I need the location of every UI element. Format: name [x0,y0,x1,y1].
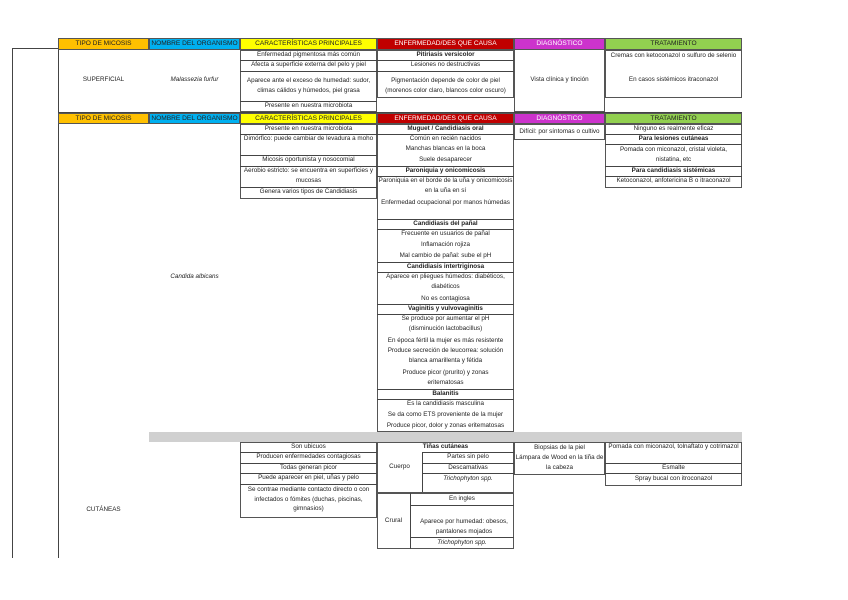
balanitis-3: Produce picor, dolor y zonas eritematosas [386,422,505,429]
crural-label: Crural [384,517,403,524]
caract-sup-2: Afecta a superficie externa del pelo y piel [251,61,366,68]
left-border [12,48,13,558]
header-tipo: TIPO DE MICOSIS [58,38,149,50]
caract-sup-1: Enfermedad pigmentosa más común [257,51,360,58]
header-enfermedad-2: ENFERMEDAD/DES QUE CAUSA [377,113,514,124]
trat-cut-1: Pomada con miconazol, tolnaftato y cotrimazol [608,443,739,450]
diag-sup: Vista clínica y tinción [530,76,589,83]
separator-band [149,432,742,442]
panal-3: Mal cambio de pañal: sube el pH [399,252,492,259]
enf-sup-titulo: Pitiriasis versicolor [416,51,475,58]
crural-3: Trichophyton spp. [437,539,487,546]
tipo-cutaneas: CUTÁNEAS [86,506,121,513]
header-nombre: NOMBRE DEL ORGANISMO [149,38,240,50]
diag-candida: Difícil: por síntomas o cultivo [519,128,600,135]
paroniquia-2: Enfermedad ocupacional por manos húmedas [381,199,510,206]
header-nombre-2: NOMBRE DEL ORGANISMO [149,113,240,124]
header-tipo-2: TIPO DE MICOSIS [58,113,149,124]
intertriginosa-2: No es contagiosa [421,295,470,302]
caract-cut-1: Son ubicuos [291,443,326,450]
header-caracteristicas: CARACTERÍSTICAS PRINCIPALES [240,38,377,50]
caract-cut-3: Todas generan picor [279,464,338,471]
balanitis-1: Es la candidiasis masculina [407,400,484,407]
caract-cand-2: Dimórfico: puede cambiar de levadura a moho [243,135,374,142]
cuerpo-1: Partes sin pelo [447,453,489,460]
paroniquia-1: Paroniquia en el borde de la uña y onicomicosis en la uña en sí [378,177,513,194]
intertriginosa-1: Aparece en pliegues húmedos: diabéticos, diabéticos [386,273,505,290]
trat-cand-1: Ninguno es realmente eficaz [633,125,714,132]
header-diagnostico-2: DIAGNÓSTICO [514,113,605,124]
balanitis-2: Se da como ETS proveniente de la mujer [387,411,504,418]
diag-cut-1: Biopsias de la piel [534,444,585,451]
panal-2: Inflamación rojiza [421,241,470,248]
organismo-malassezia: Malassezia furfur [170,76,219,83]
vaginitis-3: Produce secreción de leucorrea: solución blanca amarillenta y fétida [387,347,504,364]
caract-sup-3: Aparece ante el exceso de humedad: sudor, climas cálidos y húmedos, piel grasa [246,77,371,94]
trat-cand-5: Ketoconazol, anfotericina B o itraconazol [616,177,731,184]
crural-2: Aparece por humedad: obesos, pantalones mojados [420,518,508,535]
caract-cand-3: Micosis oportunista y nosocomial [262,156,355,163]
panal-titulo: Candidiasis del pañal [413,220,478,227]
vaginitis-titulo: Vaginitis y vulvovaginitis [408,305,483,312]
tipo-column-border [58,48,59,558]
paroniquia-titulo: Paroniquia y onicomicosis [405,167,486,174]
caract-cand-4: Aerobio estricto: se encuentra en superficies y mucosas [243,167,374,184]
vaginitis-1: Se produce por aumentar el pH (disminución lactobacillus) [401,315,490,332]
header-caracteristicas-2: CARACTERÍSTICAS PRINCIPALES [240,113,377,124]
trat-cand-4: Para candidiasis sistémicas [631,167,716,174]
tipo-superficial: SUPERFICIAL [82,76,125,83]
crural-1: En ingles [449,495,475,502]
header-tratamiento-2: TRATAMIENTO [605,113,742,124]
organismo-candida: Candida albicans [170,273,219,280]
caract-sup-4: Presente en nuestra microbiota [264,102,353,109]
cuerpo-2: Descamativas [448,464,488,471]
panal-1: Frecuente en usuarios de pañal [401,230,490,237]
enf-sup-2: Pigmentación depende de color de piel (morenos color claro, blancos color oscuro) [385,77,506,94]
tinas-titulo: Tiñas cutáneas [422,443,469,450]
intertriginosa-titulo: Candidiasis intertriginosa [406,263,485,270]
caract-cand-5: Genera varios tipos de Candidiasis [259,188,358,195]
trat-cut-3: Spray bucal con itroconazol [634,475,713,482]
caract-cut-5: Se contrae mediante contacto directo o con infectados o fómites (duchas, piscinas, gimnasios) [247,486,370,513]
vaginitis-4: Produce picor (prurito) y zonas eritematosas [402,369,489,386]
top-border [12,48,60,49]
caract-cand-1: Presente en nuestra microbiota [264,125,353,132]
header-diagnostico: DIAGNÓSTICO [514,38,605,50]
header-tratamiento: TRATAMIENTO [605,38,742,50]
trat-cut-2: Esmalte [662,464,685,471]
vaginitis-2: En época fértil la mujer es más resistente [387,337,504,344]
header-enfermedad: ENFERMEDAD/DES QUE CAUSA [377,38,514,50]
cuerpo-label: Cuerpo [389,463,410,470]
muguet-3: Suele desaparecer [419,156,472,163]
trat-cand-2: Para lesiones cutáneas [638,135,709,142]
trat-sup-1: Cremas con ketoconazol o sulfuro de selenio [610,52,737,59]
balanitis-titulo: Balanitis [432,390,459,397]
cuerpo-3: Trichophyton spp. [443,475,493,482]
muguet-1: Común en recién nacidos [409,135,482,142]
trat-sup-2: En casos sistémicos itraconazol [628,76,719,83]
diag-cut-2: Lámpara de Wood en la tiña de la cabeza [515,454,604,471]
trat-cand-3: Pomada con miconazol, cristal violeta, nistatina, etc [619,146,728,163]
caract-cut-2: Producen enfermedades contagiosas [256,453,361,460]
muguet-2: Manchas blancas en la boca [405,145,486,152]
enf-sup-1: Lesiones no destructivas [410,61,481,68]
muguet-titulo: Muguet / Candidiasis oral [407,125,484,132]
caract-cut-4: Puede aparecer en piel, uñas y pelo [258,474,359,481]
